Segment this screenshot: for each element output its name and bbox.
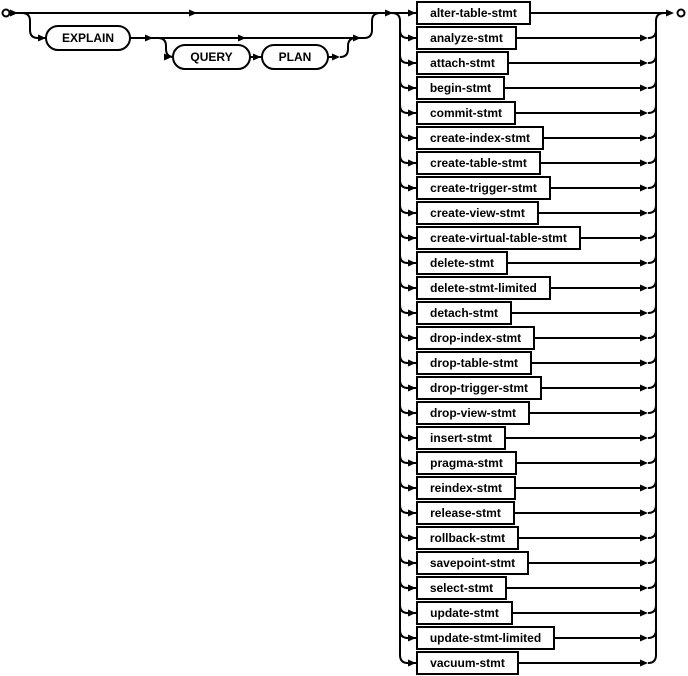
- arrowhead-icon: [640, 135, 648, 142]
- arrowhead-icon: [408, 210, 416, 217]
- nonterminal-begin-stmt[interactable]: [417, 77, 504, 99]
- arrowhead-icon: [408, 360, 416, 367]
- arrowhead-icon: [408, 635, 416, 642]
- right-row-hook: [648, 55, 656, 63]
- arrowhead-icon: [408, 235, 416, 242]
- arrowhead-icon: [640, 110, 648, 117]
- left-row-hook: [400, 405, 408, 413]
- nonterminal-update-stmt-limited[interactable]: [417, 627, 554, 649]
- nonterminal-alter-table-stmt[interactable]: [417, 2, 530, 24]
- arrowhead-icon: [640, 35, 648, 42]
- arrowhead-icon: [640, 160, 648, 167]
- left-row-hook: [400, 305, 408, 313]
- nonterminal-label: savepoint-stmt: [429, 556, 516, 570]
- nonterminal-label: create-table-stmt: [430, 156, 527, 170]
- left-row-hook: [400, 155, 408, 163]
- arrowhead-icon: [408, 85, 416, 92]
- nonterminal-analyze-stmt[interactable]: [417, 27, 516, 49]
- nonterminal-label: update-stmt-limited: [429, 631, 542, 645]
- arrowhead-icon: [408, 285, 416, 292]
- arrowhead-icon: [640, 660, 648, 667]
- nonterminal-delete-stmt[interactable]: [417, 252, 507, 274]
- nonterminal-label: attach-stmt: [430, 56, 495, 70]
- nonterminal-create-table-stmt[interactable]: [417, 152, 540, 174]
- left-row-hook: [400, 255, 408, 263]
- keyword-label-plan: PLAN: [278, 50, 312, 64]
- arrowhead-icon: [640, 360, 648, 367]
- nonterminal-label: analyze-stmt: [430, 31, 503, 45]
- nonterminal-label: drop-trigger-stmt: [430, 381, 528, 395]
- arrowhead-icon: [408, 110, 416, 117]
- nonterminal-drop-table-stmt[interactable]: [417, 352, 531, 374]
- query-branch: [158, 38, 174, 57]
- left-row-hook: [400, 605, 408, 613]
- nonterminal-drop-trigger-stmt[interactable]: [417, 377, 541, 399]
- right-row-hook: [648, 480, 656, 488]
- nonterminal-savepoint-stmt[interactable]: [417, 552, 528, 574]
- start-terminal-icon: [3, 10, 10, 17]
- right-row-hook: [648, 430, 656, 438]
- arrowhead-icon: [640, 335, 648, 342]
- arrowhead-icon: [640, 235, 648, 242]
- arrowhead-icon: [640, 410, 648, 417]
- nonterminal-label: delete-stmt-limited: [430, 281, 537, 295]
- right-row-hook: [648, 530, 656, 538]
- right-row-hook: [648, 505, 656, 513]
- right-row-hook: [648, 105, 656, 113]
- arrowhead-icon: [253, 54, 261, 61]
- left-row-hook: [400, 30, 408, 38]
- nonterminal-label: detach-stmt: [429, 306, 499, 320]
- arrowhead-icon: [640, 310, 648, 317]
- arrowhead-icon: [408, 10, 416, 17]
- arrowhead-icon: [640, 60, 648, 67]
- nonterminal-label: vacuum-stmt: [430, 656, 505, 670]
- arrowhead-icon: [408, 460, 416, 467]
- left-row-hook: [400, 105, 408, 113]
- keyword-label-explain: EXPLAIN: [61, 31, 115, 45]
- arrowhead-icon: [408, 560, 416, 567]
- arrowhead-icon: [408, 435, 416, 442]
- arrowhead-icon: [10, 10, 18, 17]
- arrowhead-icon: [640, 435, 648, 442]
- arrowhead-icon: [408, 610, 416, 617]
- arrowhead-icon: [408, 410, 416, 417]
- arrowhead-icon: [408, 135, 416, 142]
- nonterminal-pragma-stmt[interactable]: [417, 452, 516, 474]
- nonterminal-create-index-stmt[interactable]: [417, 127, 543, 149]
- nonterminal-label: create-virtual-table-stmt: [430, 231, 567, 245]
- nonterminal-label: release-stmt: [430, 506, 501, 520]
- keyword-plan: [262, 45, 328, 69]
- arrowhead-icon: [666, 10, 674, 17]
- nonterminal-insert-stmt[interactable]: [417, 427, 505, 449]
- arrowhead-icon: [408, 185, 416, 192]
- arrowhead-icon: [408, 60, 416, 67]
- nonterminal-label: update-stmt: [430, 606, 499, 620]
- nonterminal-label: drop-table-stmt: [430, 356, 518, 370]
- right-row-hook: [648, 255, 656, 263]
- arrowhead-icon: [408, 485, 416, 492]
- nonterminal-label: select-stmt: [429, 581, 494, 595]
- arrowhead-icon: [408, 385, 416, 392]
- arrowhead-icon: [385, 10, 393, 17]
- left-row-hook: [400, 130, 408, 138]
- left-row-hook: [400, 55, 408, 63]
- right-row-hook: [648, 455, 656, 463]
- arrowhead-icon: [408, 660, 416, 667]
- arrowhead-icon: [640, 85, 648, 92]
- nonterminal-label: reindex-stmt: [429, 481, 503, 495]
- nonterminal-label: drop-index-stmt: [429, 331, 522, 345]
- arrowhead-icon: [408, 335, 416, 342]
- nonterminal-label: begin-stmt: [429, 81, 492, 95]
- arrowhead-icon: [408, 310, 416, 317]
- arrowhead-icon: [640, 510, 648, 517]
- left-row-hook: [400, 330, 408, 338]
- nonterminal-delete-stmt-limited[interactable]: [417, 277, 550, 299]
- keyword-query: [173, 45, 250, 69]
- arrowhead-icon: [408, 510, 416, 517]
- nonterminal-create-trigger-stmt[interactable]: [417, 177, 550, 199]
- right-row-hook: [648, 555, 656, 563]
- right-row-hook: [648, 180, 656, 188]
- left-row-hook: [400, 505, 408, 513]
- arrowhead-icon: [238, 35, 246, 42]
- left-row-hook: [400, 455, 408, 463]
- nonterminal-release-stmt[interactable]: [417, 502, 514, 524]
- arrowhead-icon: [640, 210, 648, 217]
- nonterminal-reindex-stmt[interactable]: [417, 477, 515, 499]
- arrowhead-icon: [408, 35, 416, 42]
- right-row-hook: [648, 80, 656, 88]
- left-row-hook: [400, 205, 408, 213]
- explain-merge-curve: [364, 13, 380, 38]
- arrowhead-icon: [332, 54, 340, 61]
- arrowhead-icon: [640, 560, 648, 567]
- nonterminal-attach-stmt[interactable]: [417, 52, 508, 74]
- left-row-hook: [400, 430, 408, 438]
- end-terminal-icon: [678, 10, 685, 17]
- arrowhead-icon: [640, 185, 648, 192]
- arrowhead-icon: [408, 260, 416, 267]
- keyword-explain: [46, 26, 130, 50]
- arrowhead-icon: [640, 385, 648, 392]
- nonterminal-detach-stmt[interactable]: [417, 302, 511, 324]
- nonterminal-label: insert-stmt: [429, 431, 493, 445]
- nonterminal-label: rollback-stmt: [429, 531, 506, 545]
- arrowhead-icon: [640, 285, 648, 292]
- nonterminal-label: drop-view-stmt: [429, 406, 517, 420]
- right-row-hook: [648, 380, 656, 388]
- keyword-label-query: QUERY: [190, 50, 233, 64]
- right-row-hook: [648, 355, 656, 363]
- nonterminal-label: alter-table-stmt: [430, 6, 517, 20]
- arrowhead-icon: [640, 635, 648, 642]
- nonterminal-drop-view-stmt[interactable]: [417, 402, 529, 424]
- nonterminal-select-stmt[interactable]: [417, 577, 506, 599]
- right-row-hook: [648, 405, 656, 413]
- nonterminal-update-stmt[interactable]: [417, 602, 512, 624]
- nonterminal-label: delete-stmt: [429, 256, 495, 270]
- arrowhead-icon: [640, 610, 648, 617]
- arrowhead-icon: [640, 460, 648, 467]
- left-row-hook: [400, 555, 408, 563]
- right-row-hook: [648, 605, 656, 613]
- right-row-hook: [648, 580, 656, 588]
- nonterminal-label: create-trigger-stmt: [430, 181, 537, 195]
- right-row-hook: [648, 30, 656, 38]
- right-row-hook: [648, 630, 656, 638]
- right-row-hook: [648, 280, 656, 288]
- arrowhead-icon: [408, 160, 416, 167]
- nonterminal-label: pragma-stmt: [430, 456, 503, 470]
- left-row-hook: [400, 230, 408, 238]
- nonterminal-label: create-index-stmt: [429, 131, 531, 145]
- arrowhead-icon: [640, 485, 648, 492]
- nonterminal-create-view-stmt[interactable]: [417, 202, 538, 224]
- arrowhead-icon: [353, 35, 361, 42]
- arrowhead-icon: [640, 260, 648, 267]
- left-row-hook: [400, 180, 408, 188]
- left-row-hook: [400, 630, 408, 638]
- arrowhead-icon: [408, 585, 416, 592]
- left-row-hook: [400, 380, 408, 388]
- nonterminal-label: commit-stmt: [429, 106, 503, 120]
- left-row-hook: [400, 530, 408, 538]
- explain-branch: [22, 13, 46, 38]
- nonterminal-rollback-stmt[interactable]: [417, 527, 518, 549]
- arrowhead-icon: [38, 35, 46, 42]
- left-row-hook: [400, 580, 408, 588]
- left-row-hook: [400, 355, 408, 363]
- right-row-hook: [648, 330, 656, 338]
- left-row-hook: [400, 80, 408, 88]
- arrowhead-icon: [640, 585, 648, 592]
- arrowhead-icon: [640, 535, 648, 542]
- nonterminal-create-virtual-table-stmt[interactable]: [417, 227, 580, 249]
- right-row-hook: [648, 155, 656, 163]
- right-row-hook: [648, 230, 656, 238]
- arrowhead-icon: [408, 535, 416, 542]
- left-row-hook: [400, 280, 408, 288]
- right-row-hook: [648, 305, 656, 313]
- right-row-hook: [648, 130, 656, 138]
- right-row-hook: [648, 205, 656, 213]
- nonterminal-label: create-view-stmt: [430, 206, 525, 220]
- left-row-hook: [400, 480, 408, 488]
- nonterminal-drop-index-stmt[interactable]: [417, 327, 534, 349]
- nonterminal-commit-stmt[interactable]: [417, 102, 515, 124]
- arrowhead-icon: [145, 35, 153, 42]
- nonterminal-vacuum-stmt[interactable]: [417, 652, 518, 674]
- connector-lines: [10, 13, 668, 663]
- arrowhead-icon: [189, 10, 197, 17]
